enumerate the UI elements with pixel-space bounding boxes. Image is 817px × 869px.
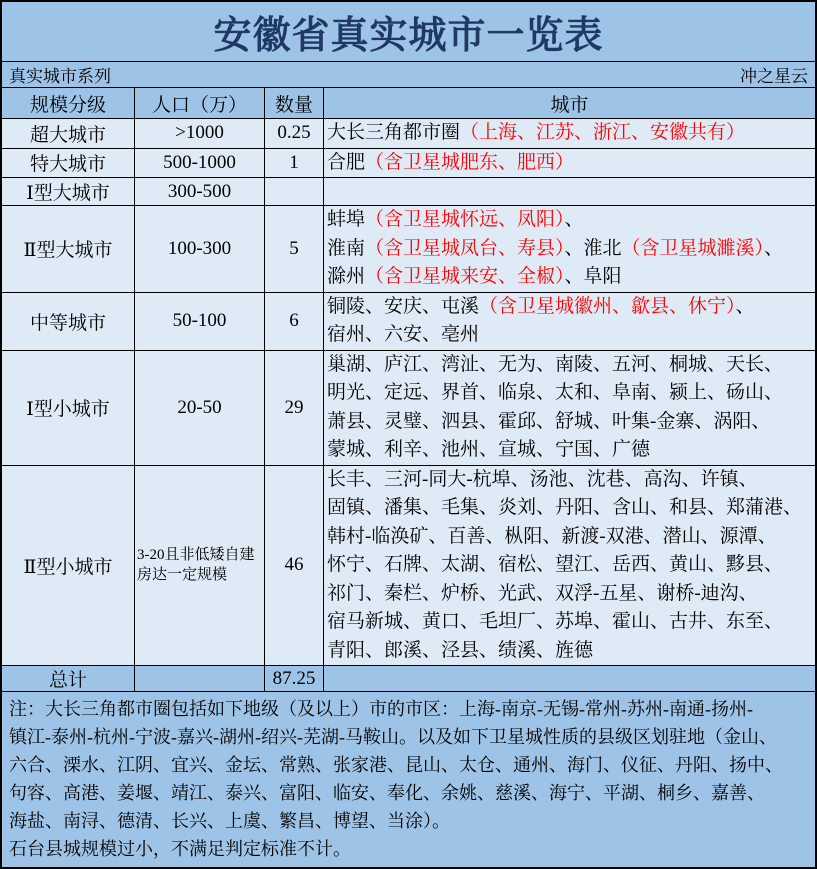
column-header-scale: 规模分级 [2,88,135,118]
count-cell: 1 [265,149,324,178]
city-text-segment: （含卫星城濉溪） [621,237,765,259]
table-row [2,466,815,667]
city-line [327,263,815,292]
scale-cell: Ⅰ型大城市 [2,178,135,205]
note-line: 句容、高港、姜堰、靖江、泰兴、富阳、临安、奉化、余姚、慈溪、海宁、平湖、桐乡、嘉善、 [9,783,765,803]
population-cell [135,466,265,666]
notes-block [2,692,815,867]
count-cell: 46 [265,466,324,666]
city-text-segment: 滁州 [327,266,366,287]
city-line [327,551,815,580]
total-population-cell [135,666,265,691]
city-text-segment: 、淮北 [564,237,622,259]
city-line [327,494,815,523]
population-cell: >1000 [135,119,265,148]
city-text-segment: 祁门、秦栏、炉桥、光武、双浮-五星、谢桥-迪沟、 [327,582,758,604]
scale-cell: Ⅱ型小城市 [2,466,135,666]
note-line: 注：大长三角都市圈包括如下地级（及以上）市的市区：上海-南京-无锡-常州-苏州-南通-扬州- [9,699,753,719]
city-line [327,637,815,666]
city-line [327,408,815,437]
city-text-segment: 宿马新城、黄口、毛坦厂、苏埠、霍山、古井、东至、 [327,611,784,632]
scale-cell: 特大城市 [2,149,135,178]
header-row [2,88,815,119]
total-city-cell [324,666,815,691]
count-cell: 29 [265,351,324,465]
city-line [327,580,815,609]
city-text-segment: （含卫星城徽州、歙县、休宁） [479,295,736,317]
city-line [327,293,815,322]
scale-cell: Ⅱ型大城市 [2,206,135,292]
city-text-segment: 、 [764,237,784,259]
city-text-segment: 合肥 [327,151,366,173]
city-text-segment: 淮南 [327,237,366,259]
column-header-city: 城市 [550,94,589,116]
table-row [2,119,815,149]
city-text-segment: 巢湖、庐江、湾沚、无为、南陵、五河、桐城、天长、 [327,353,784,375]
city-cell [324,206,815,292]
city-text-segment: 韩村-临涣矿、百善、枞阳、新渡-双港、潜山、源潭、 [327,525,777,547]
total-count: 87.25 [265,666,324,691]
note-line: 海盐、南浔、德清、长兴、上虞、繁昌、博望、当涂）。 [9,811,450,831]
city-cell [324,293,815,350]
table-row [2,351,815,466]
scale-cell: 超大城市 [2,119,135,148]
city-text-segment: （含卫星城怀远、凤阳） [365,209,565,230]
city-cell [324,149,815,178]
city-text-segment: 、 [564,209,584,230]
scale-cell: 中等城市 [2,293,135,350]
series-label: 真实城市系列 [9,67,111,86]
table-row [2,293,815,351]
note-line: 六合、溧水、江阴、宜兴、金坛、常熟、张家港、昆山、太仓、通州、海门、仪征、丹阳、扬中、 [9,755,783,775]
city-line [327,466,815,495]
population-cell: 300-500 [135,178,265,205]
table-row [2,206,815,293]
city-text-segment: 铜陵、安庆、屯溪 [327,295,480,317]
column-header-population: 人口（万） [135,88,265,118]
population-cell: 20-50 [135,351,265,465]
page-title: 安徽省真实城市一览表 [2,2,815,62]
scale-cell: Ⅰ型小城市 [2,351,135,465]
city-text-segment: 长丰、三河-同大-杭埠、汤池、沈巷、高沟、许镇、 [327,468,758,490]
table-row [2,149,815,179]
city-text-segment: 蚌埠 [327,209,366,230]
city-text-segment: 大长三角都市圈 [327,122,461,143]
city-cell [324,119,815,148]
city-line [327,321,815,350]
total-row [2,666,815,692]
population-cell: 50-100 [135,293,265,350]
total-label: 总计 [2,666,135,691]
column-header-count: 数量 [265,88,324,118]
city-text-segment: 固镇、潘集、毛集、炎刘、丹阳、含山、和县、郑蒲港、 [327,497,803,518]
city-text-segment: 蒙城、利辛、池州、宣城、宁国、广德 [327,439,651,460]
city-text-segment: 、阜阳 [564,266,622,287]
city-text-segment: 青阳、郎溪、泾县、绩溪、旌德 [327,639,594,661]
city-line [327,149,815,178]
city-text-segment: 宿州、六安、亳州 [327,324,480,345]
count-cell: 6 [265,293,324,350]
city-line [327,379,815,408]
city-text-segment: （含卫星城来安、全椒） [365,266,565,287]
city-line [327,608,815,637]
city-line [327,436,815,465]
city-cell [324,466,815,666]
table-row [2,178,815,206]
city-line [327,523,815,552]
city-cell [324,351,815,465]
city-text-segment: （含卫星城凤台、寿县） [365,237,565,259]
population-cell: 100-300 [135,206,265,292]
note-line: 石台县城规模过小，不满足判定标准不计。 [9,839,351,859]
population-text: 3-20且非低矮自建房达一定规模 [137,547,255,584]
table-body [2,119,815,666]
city-line [327,119,815,148]
city-line [327,206,815,235]
subtitle-row [2,62,815,88]
city-line [327,351,815,380]
count-cell [265,178,324,205]
population-cell: 500-1000 [135,149,265,178]
note-line: 镇江-泰州-杭州-宁波-嘉兴-湖州-绍兴-芜湖-马鞍山。以及如下卫星城性质的县级区划驻地（金山、 [9,727,777,747]
city-line [327,235,815,264]
author-label: 冲之星云 [740,67,808,86]
city-text-segment: 萧县、灵璧、泗县、霍邱、舒城、叶集-金寨、涡阳、 [327,410,771,432]
count-cell: 5 [265,206,324,292]
city-text-segment: （上海、江苏、浙江、安徽共有） [460,122,746,143]
city-text-segment: 、 [735,295,755,317]
city-text-segment: （含卫星城肥东、肥西） [365,151,575,173]
count-cell: 0.25 [265,119,324,148]
city-text-segment: 明光、定远、界首、临泉、太和、阜南、颍上、砀山、 [327,382,784,403]
city-text-segment: 怀宁、石牌、太湖、宿松、望江、岳西、黄山、黟县、 [327,554,784,575]
